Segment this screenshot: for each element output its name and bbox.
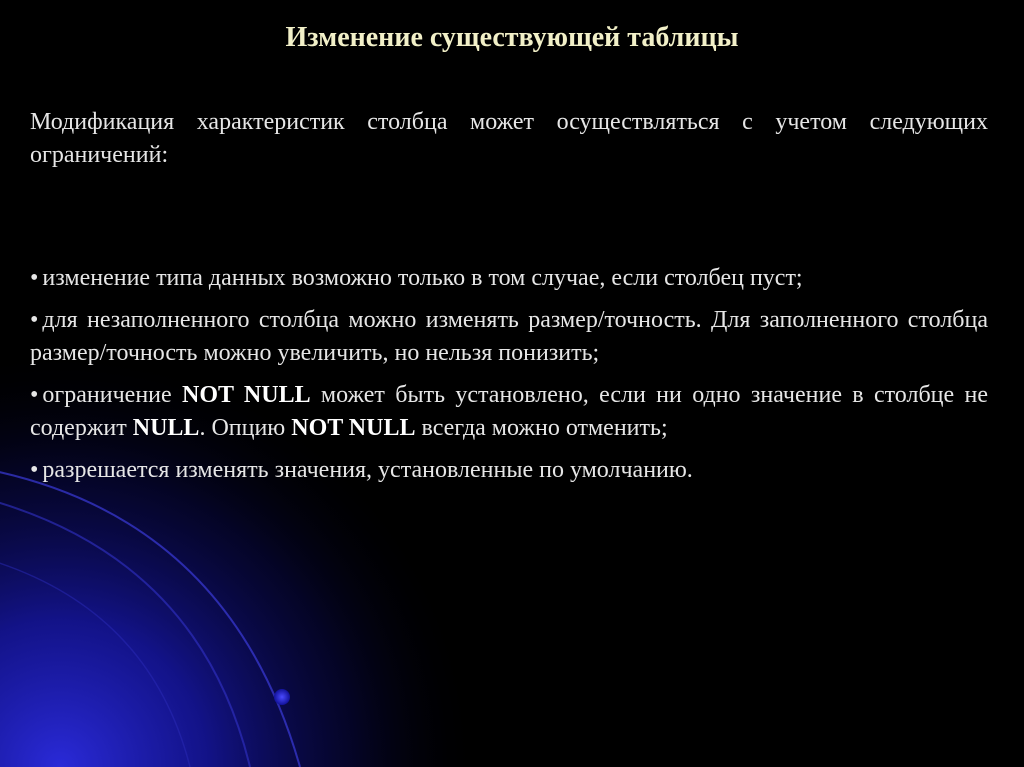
bullet-marker: • (30, 382, 39, 408)
intro-paragraph: Модификация характеристик столбца может осуществляться с учетом следующих ограничений: (30, 109, 988, 168)
bullet-text: может быть установлено, если ни одно значение в столбце не содержит (30, 382, 988, 441)
keyword-not-null: NOT NULL (182, 382, 311, 408)
bullet-marker: • (30, 265, 39, 291)
bullet-item (30, 304, 988, 370)
bullet-marker: • (30, 457, 39, 483)
bullet-text: . Опцию (199, 415, 292, 441)
bullet-text: для незаполненного столбца можно изменять размер/точность. Для заполненного столбца размер/точность можно увеличить, но нельзя понизить; (30, 307, 988, 366)
decor-dot (274, 689, 290, 705)
keyword-null: NULL (132, 415, 200, 441)
keyword-not-null: NOT NULL (291, 415, 416, 441)
bullet-list (30, 262, 988, 496)
bullet-text: ограничение (42, 382, 182, 408)
bullet-text: изменение типа данных возможно только в том случае, если столбец пуст; (42, 265, 803, 291)
slide-title: Изменение существующей таблицы (285, 22, 739, 53)
bullet-text: всегда можно отменить; (415, 415, 668, 441)
bullet-marker: • (30, 307, 39, 333)
bullet-item (30, 454, 988, 487)
bullet-item (30, 262, 988, 295)
bullet-text: разрешается изменять значения, установленные по умолчанию. (42, 457, 693, 483)
bullet-item (30, 379, 988, 445)
